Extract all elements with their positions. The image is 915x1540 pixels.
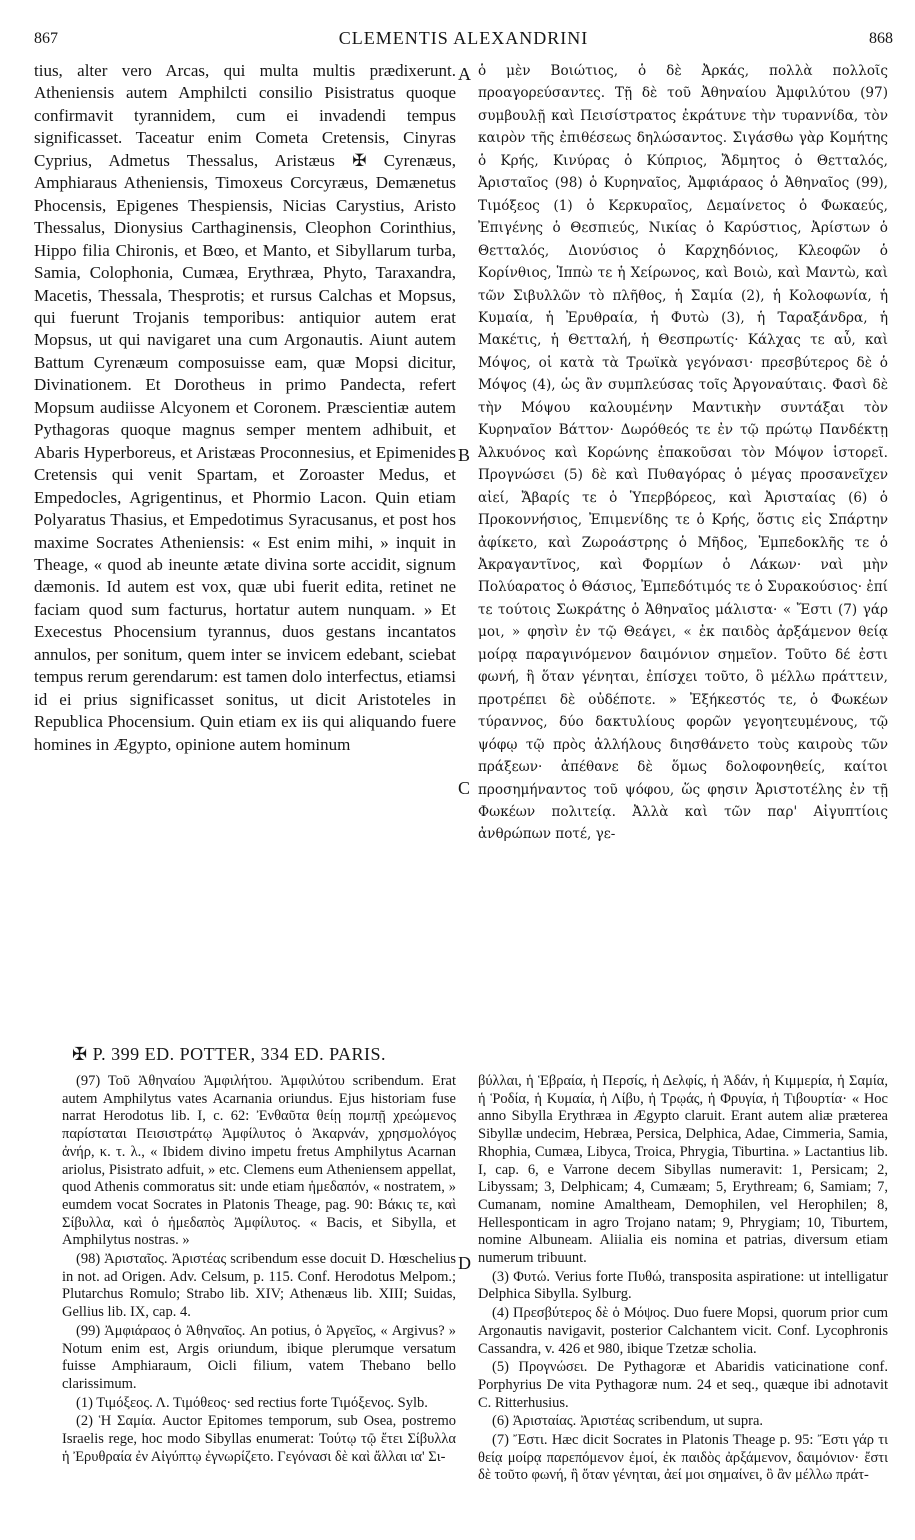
right-page-number: 868 [869, 30, 893, 47]
footnote: (4) Πρεσβύτερος δὲ ὁ Μόψος. Duo fuere Mopsi, quorum prior cum Argonautis navigavit, posterior Calchantem vicit. Conf. Lycophronis Cassandra, v. 426 et 980, ibique Tzetzæ scholia. [478, 1305, 888, 1357]
latin-column [34, 60, 456, 756]
latin-text: tius, alter vero Arcas, qui multa multis prædixerunt. Atheniensis autem Amphilcti consilio Pisistratus quoque confirmavit tyrannidem, cum ei invadendi tempus significasset. Taceatur enim Cometa Cretensis, Cinyras Cyprius, Admetus Thessalus, Aristæus ✠ Cyrenæus, Amphiaraus Atheniensis, Timoxeus Corcyræus, Demænetus Phocensis, Epigenes Thespiensis, Nicias Carystius, Aristo Thessalus, Dionysius Carthaginensis, Cleophon Corinthius, Hippo filia Chironis, et Bœo, et Manto, et Sibyllarum turba, Samia, Colophonia, Cumæa, Erythræa, Phyto, Taraxandra, Macetis, Thessala, Thesprotis; et rursus Calchas et Mopsus, qui fuerunt Trojanis temporibus: antiquior autem erat Mopsus, ut qui navigaret una cum Argonautis. Aiunt autem Battum Cyrenæum composuisse eam, quæ Mopsi dicitur, Divinationem. Et Dorotheus in primo Pandecta, refert Mopsum audiisse Alcyonem et Coronem. Præscientiæ autem Pythagoras quoque magnus semper mentem adhibuit, et Abaris Hyperboreus, et Aristæas Proconnesius, et Epimenides Cretensis qui venit Spartam, et Zoroaster Medus, et Empedocles, Agrigentinus, et Phormio Lacon. Quin etiam Polyaratus Thasius, et Empedotimus Syracusanus, et post hos maxime Socrates Atheniensis: « Est enim mihi, » inquit in Theage, « quod ab ineunte ætate divina sorte accidit, signum dæmonis. Id autem est vox, quæ ubi fuerit edita, retinet ne faciam quod sum facturus, hortatur autem nunquam. » Et Execestus Phocensium tyrannus, duos gestans incantatos annulos, per sonitum, quem inter se invicem edebant, sciebat tempus rerum gerendarum: est tamen dolo interfectus, etiamsi id ei prius significasset sonitus, ut dicit Aristoteles in Republica Phocensium. Quin etiam ex iis qui aliquando fuere homines in Ægypto, opinione autem hominum [34, 61, 456, 754]
footnote: (7) Ἔστι. Hæc dicit Socrates in Platonis Theage p. 95: Ἔστι γάρ τι θείᾳ μοίρᾳ παρεπόμενον ἐμοί, ἐκ παιδὸς ἀρξάμενον, δαιμόνιον· ἔστι δὲ τοῦτο φωνή, ἣ ὅταν γένηται, ἀεί μοι σημαίνει, ὃ ἂν μέλλω πράτ- [478, 1432, 888, 1484]
greek-text: ὁ μὲν Βοιώτιος, ὁ δὲ Ἀρκάς, πολλὰ πολλοῖς προαγορεύσαντες. Τῇ δὲ τοῦ Ἀθηναίου Ἀμφιλύτου (97) συμβουλῇ καὶ Πεισίστρατος ἐκράτυνε τὴν τυραννίδα, τὸν καιρὸν τῆς ἐπιθέσεως δηλώσαντος. Σιγάσθω γὰρ Κομήτης ὁ Κρής, Κινύρας ὁ Κύπριος, Ἄδμητος ὁ Θετταλός, Ἀρισταῖος (98) ὁ Κυρηναῖος, Ἀμφιάραος ὁ Ἀθηναῖος (99), Τιμόξεος (1) ὁ Κερκυραῖος, Δεμαίνετος ὁ Φωκαεύς, Ἐπιγένης ὁ Θεσπιεύς, Νικίας ὁ Καρύστιος, Ἀρίστων ὁ Θετταλός, Διονύσιος ὁ Καρχηδόνιος, Κλεοφῶν ὁ Κορίνθιος, Ἱππὼ τε ἡ Χείρωνος, καὶ Βοιὼ, καὶ Μαντὼ, καὶ τῶν Σιβυλλῶν τὸ πλῆθος, ἡ Σαμία (2), ἡ Κολοφωνία, ἡ Κυμαία, ἡ Ἐρυθραία, ἡ Φυτὼ (3), ἡ Ταραξάνδρα, ἡ Μακέτις, ἡ Θετταλή, ἡ Θεσπρωτίς· Κάλχας τε αὖ, καὶ Μόψος, οἱ κατὰ τὰ Τρωϊκὰ γεγόνασι· πρεσβύτερος δὲ ὁ Μόψος (4), ὡς ἂν συμπλεύσας τοῖς Ἀργοναύταις. Φασὶ δὲ τὴν Μόψου καλουμένην Μαντικὴν συντάξαι τὸν Κυρηναῖον Βάττον· Δωρόθεός τε ἐν τῷ πρώτῳ Πανδέκτῃ Ἀλκυόνος καὶ Κορώνης ἐπακοῦσαι τὸν Μόψον ἱστορεῖ. Προγνώσει (5) δὲ καὶ Πυθαγόρας ὁ μέγας προσανεῖχεν αἰεί, Ἄβαρίς τε ὁ Ὑπερβόρεος, καὶ Ἀρισταίας (6) ὁ Προκοννήσιος, Ἐπιμενίδης τε ὁ Κρής, ὅστις εἰς Σπάρτην ἀφίκετο, καὶ Ζωροάστρης ὁ Μῆδος, Ἐμπεδοκλῆς τε ὁ Ἀκραγαντῖνος, καὶ Φορμίων ὁ Λάκων· ναὶ μὴν Πολύαρατος ὁ Θάσιος, Ἐμπεδότιμός τε ὁ Συρακούσιος· ἐπί τε τούτοις Σωκράτης ὁ Ἀθηναῖος μάλιστα· « Ἔστι (7) γάρ μοι, » φησὶν ἐν τῷ Θεάγει, « ἐκ παιδὸς ἀρξάμενον θείᾳ μοίρᾳ παραγινόμενον δαιμόνιον σημεῖον. Τοῦτο δέ ἐστι φωνή, ἣ ὅταν γένηται, ἐπίσχει τοῦτο, ὃ μέλλω πράττειν, προτρέπει δὲ οὐδέποτε. » Ἐξήκεστός τε, ὁ Φωκέων τύραννος, δύο δακτυλίους φορῶν γεγοητευμένους, τῷ ψόφῳ τῷ πρὸς ἀλλήλους διησθάνετο τοὺς καιροὺς τῶν πράξεων· ἀπέθανε δὲ ὅμως δολοφονηθείς, καίτοι προσημήναντος τοῦ ψόφου, ὥς φησιν Ἀριστοτέλης ἐν τῇ Φωκέων πολιτείᾳ. Ἀλλὰ καὶ τῶν παρ' Αἰγυπτίοις ἀνθρώπων ποτέ, γε- [478, 63, 888, 843]
footnotes-right [478, 1073, 888, 1486]
edition-reference: ✠ P. 399 ED. POTTER, 334 ED. PARIS. [72, 1044, 386, 1064]
margin-letter-a: A [458, 64, 471, 84]
page-header [34, 14, 893, 48]
footnote: βύλλαι, ἡ Ἑβραία, ἡ Περσίς, ἡ Δελφίς, ἡ Ἀδάν, ἡ Κιμμερία, ἡ Σαμία, ἡ Ῥοδία, ἡ Κυμαία, ἡ Λίβυ, ἡ Τρῳάς, ἡ Φρυγία, ἡ Τιβουρτία· « Hoc anno Sibylla Erythræa in Ægypto claruit. Erant autem aliæ præterea Sibyllæ undecim, Hebræa, Persica, Delphica, Adae, Cimmeria, Samia, Rhophia, Cumæa, Libyca, Troica, Phrygia, Tiburtina. » Lactantius lib. I, cap. 6, e Varrone decem Sibyllas numeravit: 1, Persicam; 2, Libyssam; 3, Delphicam; 4, Cumæam; 5, Erythream; 6, Samiam; 7, Cumanam, nomine Amaltheam, Demophilen, vel Herophilen; 8, Hellesponticam in agro Trojano natam; 9, Phrygiam; 10, Tiburtem, nomine Albuneam. Aliialia eis nomina et patrias, diversum etiam numerum tribuunt. [478, 1073, 888, 1267]
left-page-number: 867 [34, 30, 58, 47]
margin-letter-c: C [458, 778, 471, 798]
footnote: (5) Προγνώσει. De Pythagoræ et Abaridis vaticinatione conf. Porphyrius De vita Pythagoræ num. 24 et seq., quæque ibi adnotavit C. Ritterhusius. [478, 1359, 888, 1411]
footnote: (99) Ἀμφιάραος ὁ Ἀθηναῖος. An potius, ὁ Ἀργεῖος, « Argivus? » Notum enim est, Argis oriundum, ibique plerumque versatum fuisse Amphiaraum, Oicli filium, vatem Thebano bello clarissimum. [62, 1322, 456, 1392]
footnote: (3) Φυτώ. Verius forte Πυθώ, transposita aspiratione: ut intelligatur Delphica Sibylla. Sylburg. [478, 1268, 888, 1303]
greek-column [478, 60, 888, 846]
footnote: (97) Τοῦ Ἀθηναίου Ἀμφιλήτου. Ἀμφιλύτου scribendum. Erat autem Amphilytus vates Acarnania oriundus. Ejus historiam fuse narrat Herodotus lib. I, c. 62: Ἐνθαῦτα θείῃ πομπῇ χρεώμενος παρίσταται Πεισιστράτῳ Ἀμφίλυτος ὁ Ἀκαρνάν, χρησμολόγος ἀνήρ, κ. τ. λ., « Ibidem divino impetu fretus Amphilytus Acarnan ariolus, Pisistrato adfuit, » etc. Clemens eum Atheniensem appellat, quod Athenis commoratus sit: unde etiam ἡμεδαπόν, « nostratem, » eumdem vocat Socrates in Platonis Theage, pag. 90: Βάκις τε, καὶ Σίβυλλα, καὶ ὁ ἡμεδαπὸς Ἀμφίλυτος. « Bacis, et Sibylla, et Amphilytus nostras. » [62, 1073, 456, 1249]
footnote: (1) Τιμόξεος. Λ. Τιμόθεος· sed rectius forte Τιμόξενος. Sylb. [76, 1394, 428, 1411]
footnotes-left [62, 1073, 456, 1467]
running-title: CLEMENTIS ALEXANDRINI [338, 28, 589, 48]
margin-letter-b: B [458, 445, 471, 465]
margin-letter-d: D [458, 1253, 471, 1273]
footnote: (98) Ἀρισταῖος. Ἀριστέας scribendum esse docuit D. Hœschelius in not. ad Origen. Adv. Celsum, p. 115. Conf. Herodotus Melpom.; Plutarchus Romulo; Strabo lib. XIV; Athenæus lib. XIII; Suidas, Gellius lib. IX, cap. 4. [62, 1251, 456, 1321]
footnote: (2) Ἡ Σαμία. Auctor Epitomes temporum, sub Osea, postremo Israelis rege, hoc modo Sibyllas enumerat: Τούτῳ τῷ ἔτει Σίβυλλα ἡ Ἐρυθραία ἐν Αἰγύπτῳ ἐγνωρίζετο. Γεγόνασι δὲ καὶ ἄλλαι ια' Σι- [62, 1413, 456, 1465]
footnote: (6) Ἀρισταίας. Ἀριστέας scribendum, ut supra. [492, 1413, 764, 1430]
